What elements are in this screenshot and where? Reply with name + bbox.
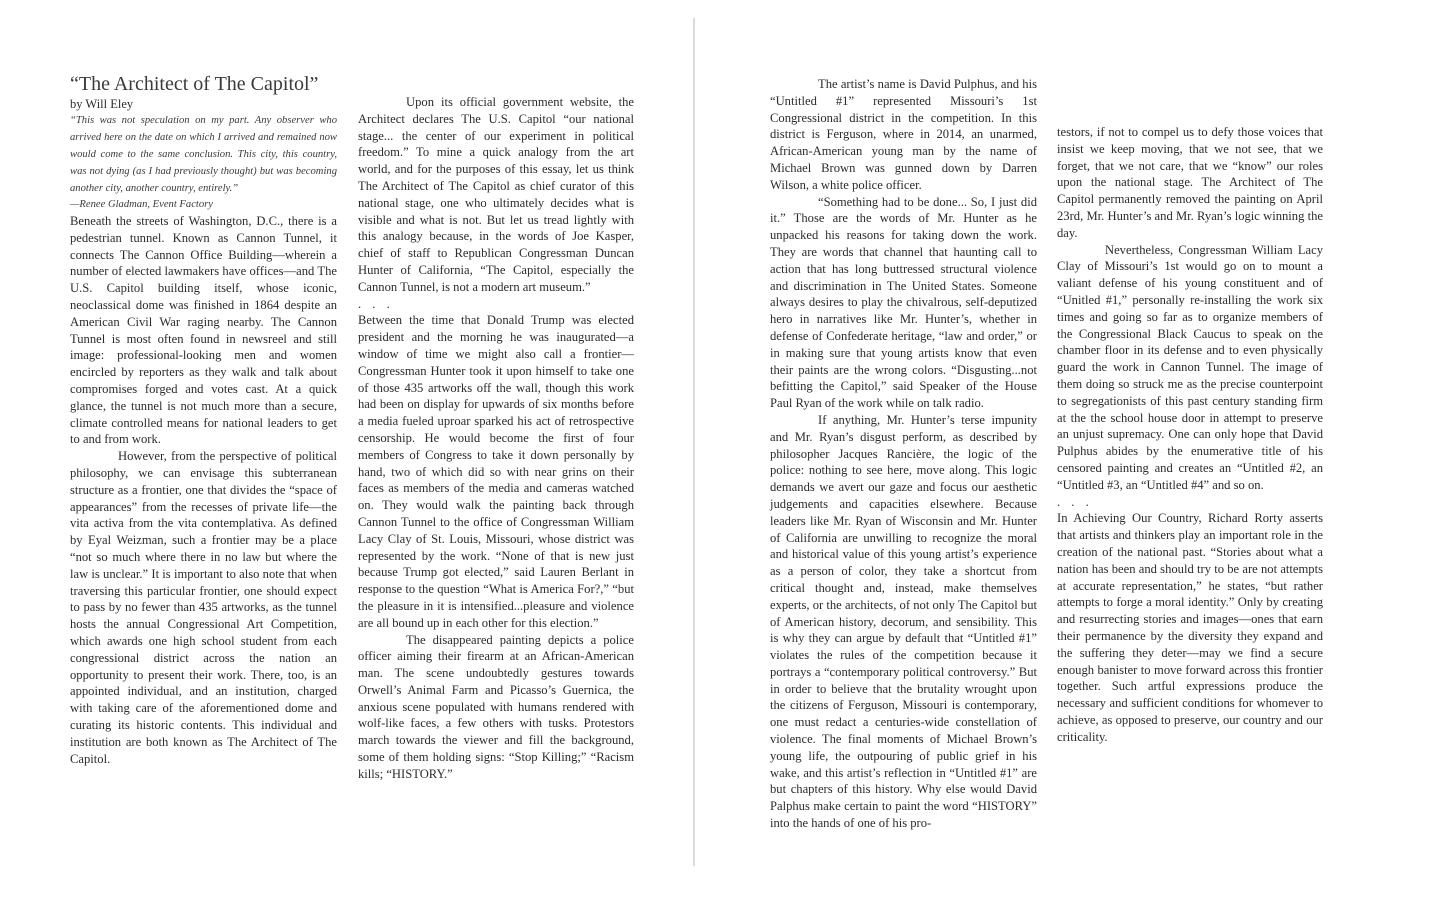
column-2	[358, 94, 634, 783]
right-page	[697, 0, 1440, 900]
paragraph: Beneath the streets of Washington, D.C., there is a pedestrian tunnel. Known as Cannon Tunnel, it connects The Cannon Office Building—wherein a number of elected lawmakers have offices—and The U.S. Capitol building itself, whose iconic, neoclassical dome was finished in 1864 despite an American Civil War raging nearby. The Cannon Tunnel is most often found in newsreel and still image: professional-looking men and women encircled by reporters as they walk and talk about compromises forged and votes cast. At a quick glance, the tunnel is not much more than a secure, climate controlled means for national leaders to get to and from work.	[70, 214, 337, 447]
epigraph-attribution: —Renee Gladman, Event Factory	[70, 199, 213, 210]
paragraph: The disappeared painting depicts a police officer aiming their firearm at an African-American man. The scene undoubtedly gestures towards Orwell’s Animal Farm and Picasso’s Guernica, the anxious scene populated with humans rendered with wolf-like faces, a few others with tusks. Protestors march towards the viewer and fill the background, some of them holding signs: “Stop Killing;” “Racism kills; “HISTORY.”	[358, 632, 634, 781]
paragraph: Between the time that Donald Trump was elected president and the morning he was inaugurated—a window of time we might also call a frontier—Congressman Hunter took it upon himself to take one of those 435 artworks off the wall, though this work had been on display for upwards of six months before a media fueled uproar sparked his act of retrospective censorship. He would become the first of four members of Congress to take it down personally by hand, two of which did so with near grins on their faces as members of the media and cameras watched on. They would walk the painting back through Cannon Tunnel to the office of Congressman William Lacy Clay of St. Louis, Missouri, whose district was represented by the work. “None of that is new just because Trump got elected,” said Lauren Berlant in response to the question “What is America For?,” “but the pleasure in it is intensified...pleasure and violence are all bound up in each other for this election.”	[358, 313, 634, 630]
byline: by Will Eley	[70, 97, 134, 111]
epigraph-quote: “This was not speculation on my part. Any observer who arrived here on the date on which I arrived and remained now would come to the same conclusion. This city, this country, was not dying (as I had previously thought) but was becoming another city, another country, entirely.”	[70, 115, 337, 194]
paragraph: In Achieving Our Country, Richard Rorty asserts that artists and thinkers play an important role in the creation of the national past. “Stories about what a nation has been and should try to be are not attempts at accurate representation,” he states, “but rather attempts to forge a moral identity.” Only by creating and resurrecting stories and images—ones that earn their permanence by the diversity they expand and the suffering they deter—may we find a secure enough banister to move forward across this frontier together. Such artful expressions produce the necessary and sufficient conditions for whomever to achieve, as opposed to preserve, our country and our criticality.	[1057, 511, 1323, 744]
paragraph: If anything, Mr. Hunter’s terse impunity and Mr. Ryan’s disgust perform, as described by philosopher Jacques Rancière, the logic of the police: nothing to see here, move along. This logic demands we avert our gaze and focus our aesthetic judgements and capacities elsewhere. Because leaders like Mr. Ryan of Wisconsin and Mr. Hunter of California are unwilling to recognize the moral and historical value of this young artist’s experience as a person of color, they take a shortcut from critical thought and, instead, make themselves experts, or the architects, of not only The Capitol but of American history, decorum, and sensibility. This is why they can argue by default that “Untitled #1” violates the rules of the competition because it portrays a “contemporary political controversy.” But in order to believe that the brutality wrought upon the citizens of Ferguson, Missouri is contemporary, one must redact a centuries-wide constellation of violence. The final moments of Michael Brown’s young life, the outpouring of public grief in his wake, and this artist’s reflection in “Untitled #1” are but chapters of this history. Why else would David Palphus make certain to paint the word “HISTORY” into the hands of one of his pro-	[770, 412, 1037, 831]
section-break: . . .	[358, 296, 394, 311]
paragraph: The artist’s name is David Pulphus, and his “Untitled #1” represented Missouri’s 1st Congressional district in the competition. In this district is Ferguson, where in 2014, an unarmed, African-American young man by the name of Michael Brown was gunned down by Darren Wilson, a white police officer.	[770, 77, 1037, 192]
paragraph: Nevertheless, Congressman William Lacy Clay of Missouri’s 1st would go on to mount a valiant defense of his young constituent and of “Unitled #1,” personally re-installing the work six times and going so far as to organize members of the Congressional Black Caucus to speak on the chamber floor in its defense and to even physically guard the work in Cannon Tunnel. The image of them doing so struck me as the precise counterpoint to segregationists of this past century standing firm at the the school house door in attempt to preserve an unjust supremacy. One can only hope that David Pulphus abides by the enumerative title of his censored painting and creates an “Untitled #2, an “Untitled #3, an “Untitled #4” and so on.	[1057, 242, 1323, 492]
column-1	[70, 72, 337, 767]
column-4	[1057, 124, 1323, 745]
article-title: “The Architect of The Capitol”	[70, 73, 319, 95]
page-gutter	[693, 18, 695, 866]
paragraph: “Something had to be done... So, I just did it.” Those are the words of Mr. Hunter as he unpacked his reasons for taking down the work. They are words that channel that haunting call to action that has long buttressed structural violence and discrimination in The United States. Someone always desires to play the chivalrous, self-deputized hero in narratives like Mr. Hunter’s, whether in defense of Confederate heritage, “law and order,” or in making sure that young artists know that even their paints are the wrong colors. “Disgusting...not befitting the Capitol,” said Speaker of the House Paul Ryan of the work while on talk radio.	[770, 194, 1037, 411]
paragraph: Upon its official government website, the Architect declares The U.S. Capitol “our national stage... the center of our experiment in political freedom.” To mine a quick analogy from the art world, and for the purposes of this essay, let us think The Architect of The Capitol as chief curator of this national stage, one who ultimately decides what is visible and what is not. But let us tread lightly with this analogy because, in the words of Joe Kasper, chief of staff to Republican Congressman Duncan Hunter of California, “The Capitol, especially the Cannon Tunnel, is not a modern art museum.”	[358, 95, 634, 294]
paragraph: However, from the perspective of political philosophy, we can envisage this subterranean structure as a frontier, one that divides the “space of appearances” from the recesses of private life—the vita activa from the vita contemplativa. As defined by Eyal Weizman, such a frontier may be a place “not so much where there in no law but where the law is unclear.” It is important to also note that when traversing this particular frontier, one should expect to pass by no fewer than 435 artworks, as the tunnel hosts the annual Congressional Art Competition, which awards one high school student from each congressional district across the nation an opportunity to present their work. There, too, is an appointed individual, and an institution, charged with taking care of the aforementioned dome and curating its historic contents. This individual and institution are both known as The Architect of The Capitol.	[70, 449, 337, 766]
left-page	[0, 0, 694, 900]
column-3	[770, 76, 1037, 832]
section-break: . . .	[1057, 494, 1093, 509]
paragraph: testors, if not to compel us to defy those voices that insist we keep moving, that we not see, that we forget, that we not care, that we “know” our roles upon the national stage. The Architect of The Capitol permanently removed the painting on April 23rd, Mr. Hunter’s and Mr. Ryan’s logic winning the day.	[1057, 125, 1323, 240]
